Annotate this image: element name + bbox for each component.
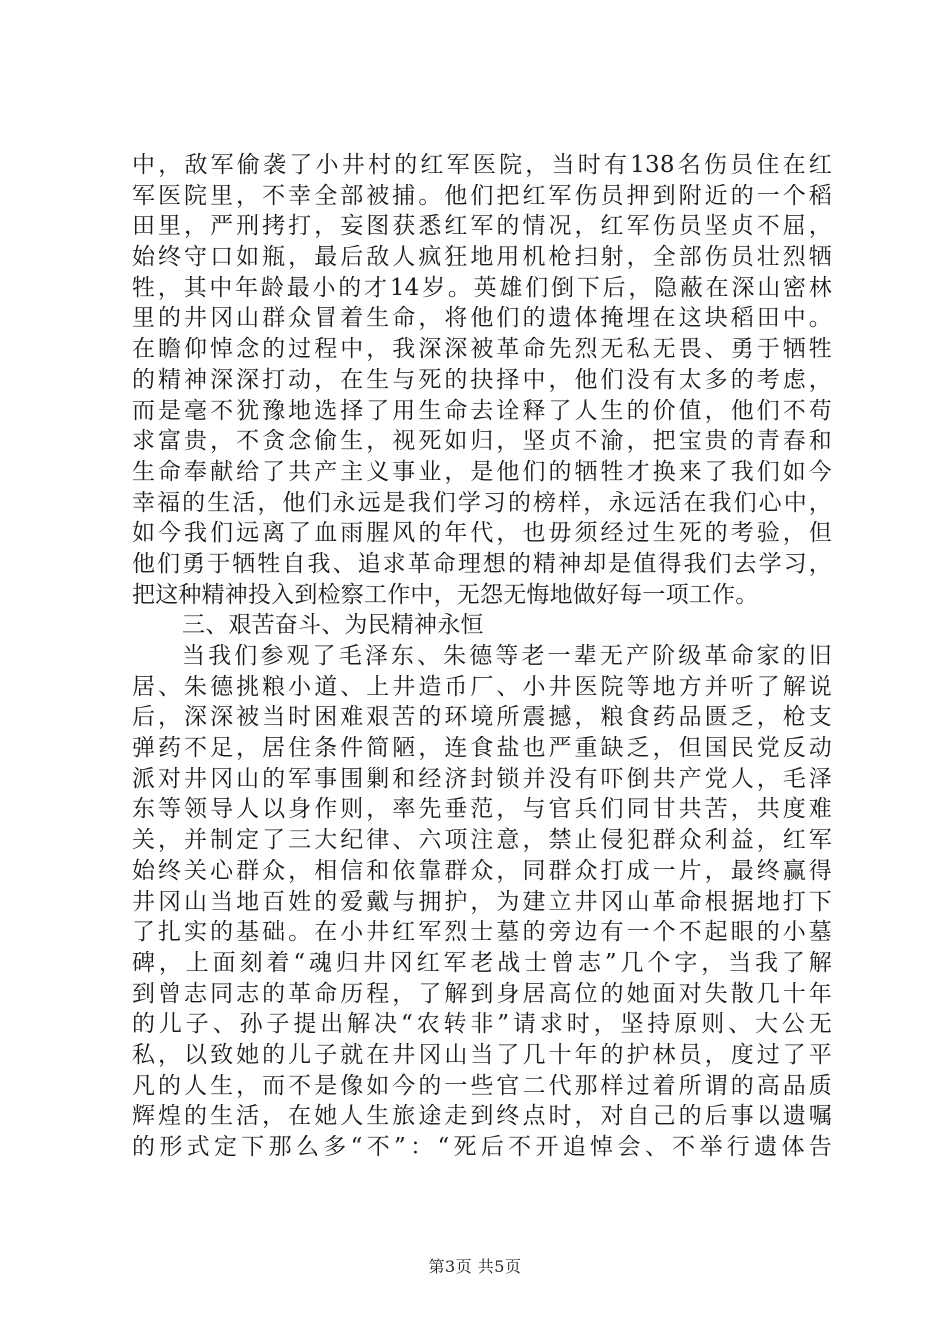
section-heading: 三、艰苦奋斗、为民精神永恒 [182,612,484,639]
text-line: 始终关心群众，相信和依靠群众，同群众打成一片，最终赢得 [132,857,832,884]
document-body [132,150,832,1163]
text-line: 他们勇于牺牲自我、追求革命理想的精神却是值得我们去学习， [132,550,832,577]
text-line: 到曾志同志的革命历程，了解到身居高位的她面对失散几十年 [132,980,832,1007]
text-line: 凡的人生，而不是像如今的一些官二代那样过着所谓的高品质 [132,1072,832,1099]
text-line: 田里，严刑拷打，妄图获悉红军的情况，红军伤员坚贞不屈， [132,213,832,240]
text-line: 生命奉献给了共产主义事业，是他们的牺牲才换来了我们如今 [132,458,832,485]
text-line: 如今我们远离了血雨腥风的年代，也毋须经过生死的考验，但 [132,520,832,547]
text-line: 里的井冈山群众冒着生命，将他们的遗体掩埋在这块稻田中。 [132,305,832,332]
text-line: 弹药不足，居住条件简陋，连食盐也严重缺乏，但国民党反动 [132,735,832,762]
text-line: 东等领导人以身作则，率先垂范，与官兵们同甘共苦，共度难 [132,796,832,823]
text-line: 幸福的生活，他们永远是我们学习的榜样，永远活在我们心中， [132,489,832,516]
paragraph-hard-struggle [132,641,832,1163]
text-line: 碑，上面刻着“魂归井冈红军老战士曾志”几个字，当我了解 [132,949,832,976]
text-line: 当我们参观了毛泽东、朱德等老一辈无产阶级革命家的旧 [182,643,832,669]
text-line: 而是毫不犹豫地选择了用生命去诠释了人生的价值，他们不苟 [132,397,832,424]
text-line: 后，深深被当时困难艰苦的环境所震撼，粮食药品匮乏，枪支 [132,704,832,731]
text-line: 私，以致她的儿子就在井冈山当了几十年的护林员，度过了平 [132,1041,832,1068]
text-line: 居、朱德挑粮小道、上井造币厂、小井医院等地方并听了解说 [132,673,832,700]
text-line: 派对井冈山的军事围剿和经济封锁并没有吓倒共产党人，毛泽 [132,765,832,792]
text-line: 中，敌军偷袭了小井村的红军医院，当时有138名伤员住在红 [132,152,832,178]
text-line: 井冈山当地百姓的爱戴与拥护，为建立井冈山革命根据地打下 [132,888,832,915]
text-line: 求富贵，不贪念偷生，视死如归，坚贞不渝，把宝贵的青春和 [132,428,832,455]
text-line: 在瞻仰悼念的过程中，我深深被革命先烈无私无畏、勇于牺牲 [132,336,832,363]
page-number-footer: 第3页 共5页 [428,1257,522,1276]
text-line: 牲，其中年龄最小的才14岁。英雄们倒下后，隐蔽在深山密林 [132,274,832,301]
text-line: 关，并制定了三大纪律、六项注意，禁止侵犯群众利益，红军 [132,827,832,854]
paragraph-revolutionary-martyrs [132,150,832,610]
text-line: 军医院里，不幸全部被捕。他们把红军伤员押到附近的一个稻 [132,182,832,209]
text-line: 的精神深深打动，在生与死的抉择中，他们没有太多的考虑， [132,366,832,393]
text-line: 的儿子、孙子提出解决“农转非”请求时，坚持原则、大公无 [132,1011,832,1038]
text-line: 辉煌的生活，在她人生旅途走到终点时，对自己的后事以遗嘱 [132,1103,832,1130]
text-line: 把这种精神投入到检察工作中，无怨无悔地做好每一项工作。 [132,581,759,608]
text-line: 始终守口如瓶，最后敌人疯狂地用机枪扫射，全部伤员壮烈牺 [132,244,832,271]
text-line: 了扎实的基础。在小井红军烈士墓的旁边有一个不起眼的小墓 [132,919,832,946]
text-line: 的形式定下那么多“不”：“死后不开追悼会、不举行遗体告 [132,1134,832,1160]
